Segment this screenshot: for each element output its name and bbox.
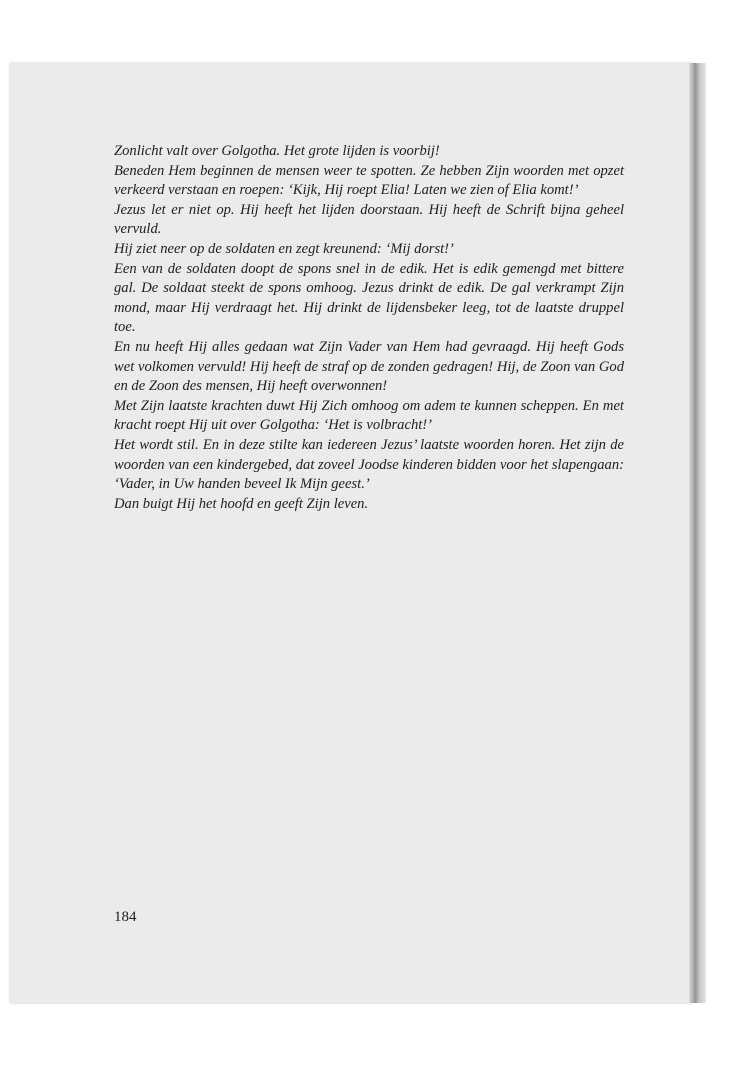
book-spine xyxy=(695,63,706,1003)
paragraph: Met Zijn laatste krachten duwt Hij Zich omhoog om adem te kunnen scheppen. En met kracht roept Hij uit over Golgotha: ‘Het is volbracht!’ xyxy=(114,397,624,434)
paragraph: Jezus let er niet op. Hij heeft het lijden doorstaan. Hij heeft de Schrift bijna geheel vervuld. xyxy=(114,201,624,238)
paragraph: Dan buigt Hij het hoofd en geeft Zijn leven. xyxy=(114,495,369,512)
body-text xyxy=(114,142,624,514)
paragraph: Beneden Hem beginnen de mensen weer te spotten. Ze hebben Zijn woorden met opzet verkeerd verstaan en roepen: ‘Kijk, Hij roept Elia! Laten we zien of Elia komt!’ xyxy=(114,162,624,199)
paragraph: Zonlicht valt over Golgotha. Het grote lijden is voorbij! xyxy=(114,143,440,159)
paragraph: Hij ziet neer op de soldaten en zegt kreunend: ‘Mij dorst!’ xyxy=(114,240,454,257)
page-number: 184 xyxy=(114,909,137,925)
paragraph: En nu heeft Hij alles gedaan wat Zijn Vader van Hem had gevraagd. Hij heeft Gods wet volkomen vervuld! Hij heeft de straf op de zonden gedragen! Hij, de Zoon van God en de Zoon des mensen, Hij heeft overwonnen! xyxy=(114,338,624,395)
paragraph: Het wordt stil. En in deze stilte kan iedereen Jezus’ laatste woorden horen. Het zijn de woorden van een kindergebed, dat zoveel Joodse kinderen bidden voor het slapengaan: ‘Vader, in Uw handen beveel Ik Mijn geest.’ xyxy=(114,436,624,493)
paragraph: Een van de soldaten doopt de spons snel in de edik. Het is edik gemengd met bittere gal. De soldaat steekt de spons omhoog. Jezus drinkt de edik. De gal verkrampt Zijn mond, maar Hij verdraagt het. Hij drinkt de lijdensbeker leeg, tot de laatste druppel toe. xyxy=(114,260,624,336)
